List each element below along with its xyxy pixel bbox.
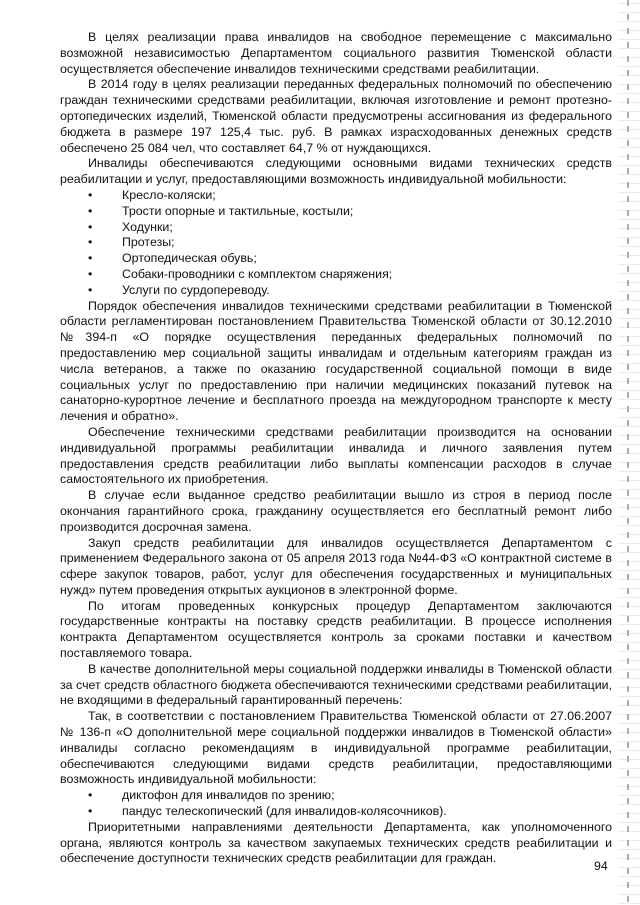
bullet-icon: • — [88, 282, 93, 297]
bullet-icon: • — [88, 251, 93, 266]
list-item: • Ходунки; — [88, 219, 173, 234]
bullet-icon: • — [88, 187, 93, 202]
list-item: • пандус телескопический (для инвалидов-колясочников). — [88, 804, 447, 819]
paragraph-final: Приоритетными направлениями деятельности Департамента, как уполномоченного органа, являются контроль за качеством закупаемых технических средств реабилитации и обеспечение доступности технических средств реабилитации для граждан. — [60, 819, 612, 866]
paragraph: В 2014 году в целях реализации переданных федеральных полномочий по обеспечению граждан техническими средствами реабилитации, включая изготовление и ремонт протезно-ортопедических изделий, Тюменской области предусмотрены ассигнования из федерального бюджета в размере 197 125,4 тыс. руб. В рамках израсходованных денежных средств обеспечено 25 084 чел, что составляет 64,7 % от нуждающихся. — [60, 77, 612, 155]
bullet-icon: • — [88, 266, 93, 281]
bullet-list-extra — [60, 788, 612, 820]
paragraph: В качестве дополнительной меры социальной поддержки инвалиды в Тюменской области за счет средств областного бюджета обеспечиваются техническими средствами реабилитации, не входящими в федеральный гарантированный перечень: — [60, 661, 612, 708]
list-item: • диктофон для инвалидов по зрению; — [88, 788, 335, 803]
paragraph: Порядок обеспечения инвалидов техническими средствами реабилитации в Тюменской области регламентирован постановлением Правительства Тюменской области от 30.12.2010 №394-п «О порядке осуществления переданных федеральных полномочий по предоставлению мер социальной защиты инвалидам и отдельным категориям граждан из числа ветеранов, а также по оказанию государственной социальной помощи в виде социальных услуг по предоставлению при наличии медицинских показаний путевок на санаторно-курортное лечение и бесплатного проезда на междугородном транспорте к месту лечения и обратно». — [60, 298, 612, 424]
paragraph: Инвалиды обеспечиваются следующими основными видами технических средств реабилитации и услуг, предоставляющими возможность индивидуальной мобильности: — [60, 156, 612, 187]
list-item: • Протезы; — [88, 235, 175, 250]
paragraph: В случае если выданное средство реабилитации вышло из строя в период после окончания гарантийного срока, гражданину осуществляется его бесплатный ремонт либо производится досрочная замена. — [60, 488, 612, 534]
paragraph: Так, в соответствии с постановлением Правительства Тюменской области от 27.06.2007 № 136-п «О дополнительной мере социальной поддержки инвалидов в Тюменской области» инвалиды согласно рекомендациям в индивидуальной программе реабилитации, обеспечиваются следующими видами средств реабилитации, предоставляющими возможность индивидуальной мобильности: — [60, 709, 612, 787]
bullet-icon: • — [88, 235, 93, 250]
bullet-icon: • — [88, 203, 93, 218]
page-number: 94 — [594, 859, 608, 873]
paragraph: Обеспечение техническими средствами реабилитации производится на основании индивидуальной программы реабилитации инвалида и личного заявления путем предоставления средств реабилитации либо выплаты компенсации расходов в случае самостоятельного их приобретения. — [60, 424, 612, 487]
bullet-icon: • — [88, 219, 93, 234]
list-item: • Собаки-проводники с комплектом снаряжения; — [88, 266, 393, 281]
scan-edge-artifact — [618, 0, 640, 905]
list-item: • Кресло-коляски; — [88, 187, 216, 202]
paragraph: По итогам проведенных конкурсных процедур Департаментом заключаются государственные контракты на поставку средств реабилитации. В процессе исполнения контракта Департаментом осуществляется контроль за сроками поставки и качеством поставляемого товара. — [60, 598, 612, 661]
bullet-list-main — [60, 188, 612, 299]
bullet-icon: • — [88, 804, 93, 819]
list-item: • Трости опорные и тактильные, костыли; — [88, 203, 354, 218]
list-item: • Ортопедическая обувь; — [88, 251, 257, 266]
paragraph: Закуп средств реабилитации для инвалидов осуществляется Департаментом с применением Федерального закона от 05 апреля 2013 года №44-ФЗ «О контрактной системе в сфере закупок товаров, работ, услуг для обеспечения государственных и муниципальных нужд» путем проведения открытых аукционов в электронной форме. — [60, 535, 612, 597]
document-page — [60, 30, 612, 867]
bullet-icon: • — [88, 788, 93, 803]
list-item: • Услуги по сурдопереводу. — [88, 282, 270, 297]
paragraph: В целях реализации права инвалидов на свободное перемещение с максимально возможной независимостью Департаментом социального развития Тюменской области осуществляется обеспечение инвалидов техническими средствами реабилитации. — [60, 30, 612, 76]
